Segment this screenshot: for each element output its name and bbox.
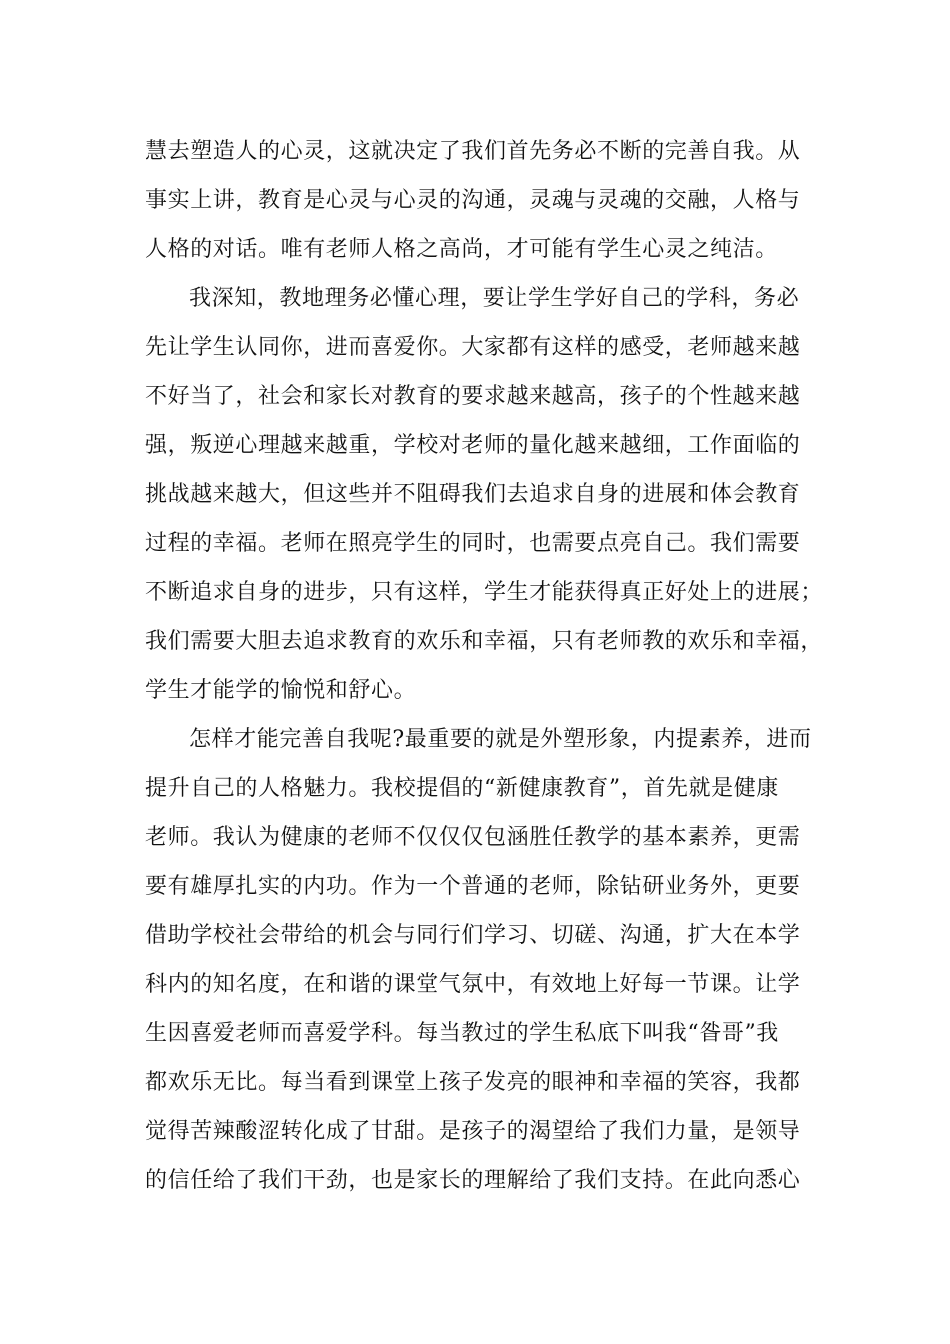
- text-line-19: 生因喜爱老师而喜爱学科。每当教过的学生私底下叫我“昝哥”我: [145, 1021, 779, 1046]
- paragraph-2-line-1: 我深知，教地理务必懂心理，要让学生学好自己的学科，务必: [189, 286, 800, 311]
- text-line-21: 觉得苦辣酸涩转化成了甘甜。是孩子的渴望给了我们力量，是领导: [145, 1119, 801, 1144]
- text-line-9: 过程的幸福。老师在照亮学生的同时，也需要点亮自己。我们需要: [145, 531, 801, 556]
- text-line-17: 借助学校社会带给的机会与同行们学习、切磋、沟通，扩大在本学: [145, 923, 801, 948]
- text-line-18: 科内的知名度，在和谐的课堂气氛中，有效地上好每一节课。让学: [145, 972, 801, 997]
- text-line-14: 提升自己的人格魅力。我校提倡的“新健康教育”，首先就是健康: [145, 776, 779, 801]
- text-line-16: 要有雄厚扎实的内功。作为一个普通的老师，除钻研业务外，更要: [145, 874, 801, 899]
- text-line-10: 不断追求自身的进步，只有这样，学生才能获得真正好处上的进展；: [145, 580, 824, 605]
- text-line-22: 的信任给了我们干劲，也是家长的理解给了我们支持。在此向悉心: [145, 1168, 801, 1193]
- text-line-2: 事实上讲，教育是心灵与心灵的沟通，灵魂与灵魂的交融，人格与: [145, 188, 801, 213]
- text-line-12: 学生才能学的愉悦和舒心。: [145, 678, 417, 703]
- text-line-20: 都欢乐无比。每当看到课堂上孩子发亮的眼神和幸福的笑容，我都: [145, 1070, 801, 1095]
- text-line-8: 挑战越来越大，但这些并不阻碍我们去追求自身的进展和体会教育: [145, 482, 801, 507]
- paragraph-3-line-1: 怎样才能完善自我呢?最重要的就是外塑形象，内提素养，进而: [189, 727, 812, 752]
- text-line-15: 老师。我认为健康的老师不仅仅仅包涵胜任教学的基本素养，更需: [145, 825, 801, 850]
- text-line-11: 我们需要大胆去追求教育的欢乐和幸福，只有老师教的欢乐和幸福，: [145, 629, 824, 654]
- text-line-5: 先让学生认同你，进而喜爱你。大家都有这样的感受，老师越来越: [145, 335, 801, 360]
- text-line-3: 人格的对话。唯有老师人格之高尚，才可能有学生心灵之纯洁。: [145, 237, 778, 262]
- text-line-6: 不好当了，社会和家长对教育的要求越来越高，孩子的个性越来越: [145, 384, 801, 409]
- text-line-1: 慧去塑造人的心灵，这就决定了我们首先务必不断的完善自我。从: [145, 139, 801, 164]
- text-line-7: 强，叛逆心理越来越重，学校对老师的量化越来越细，工作面临的: [145, 433, 801, 458]
